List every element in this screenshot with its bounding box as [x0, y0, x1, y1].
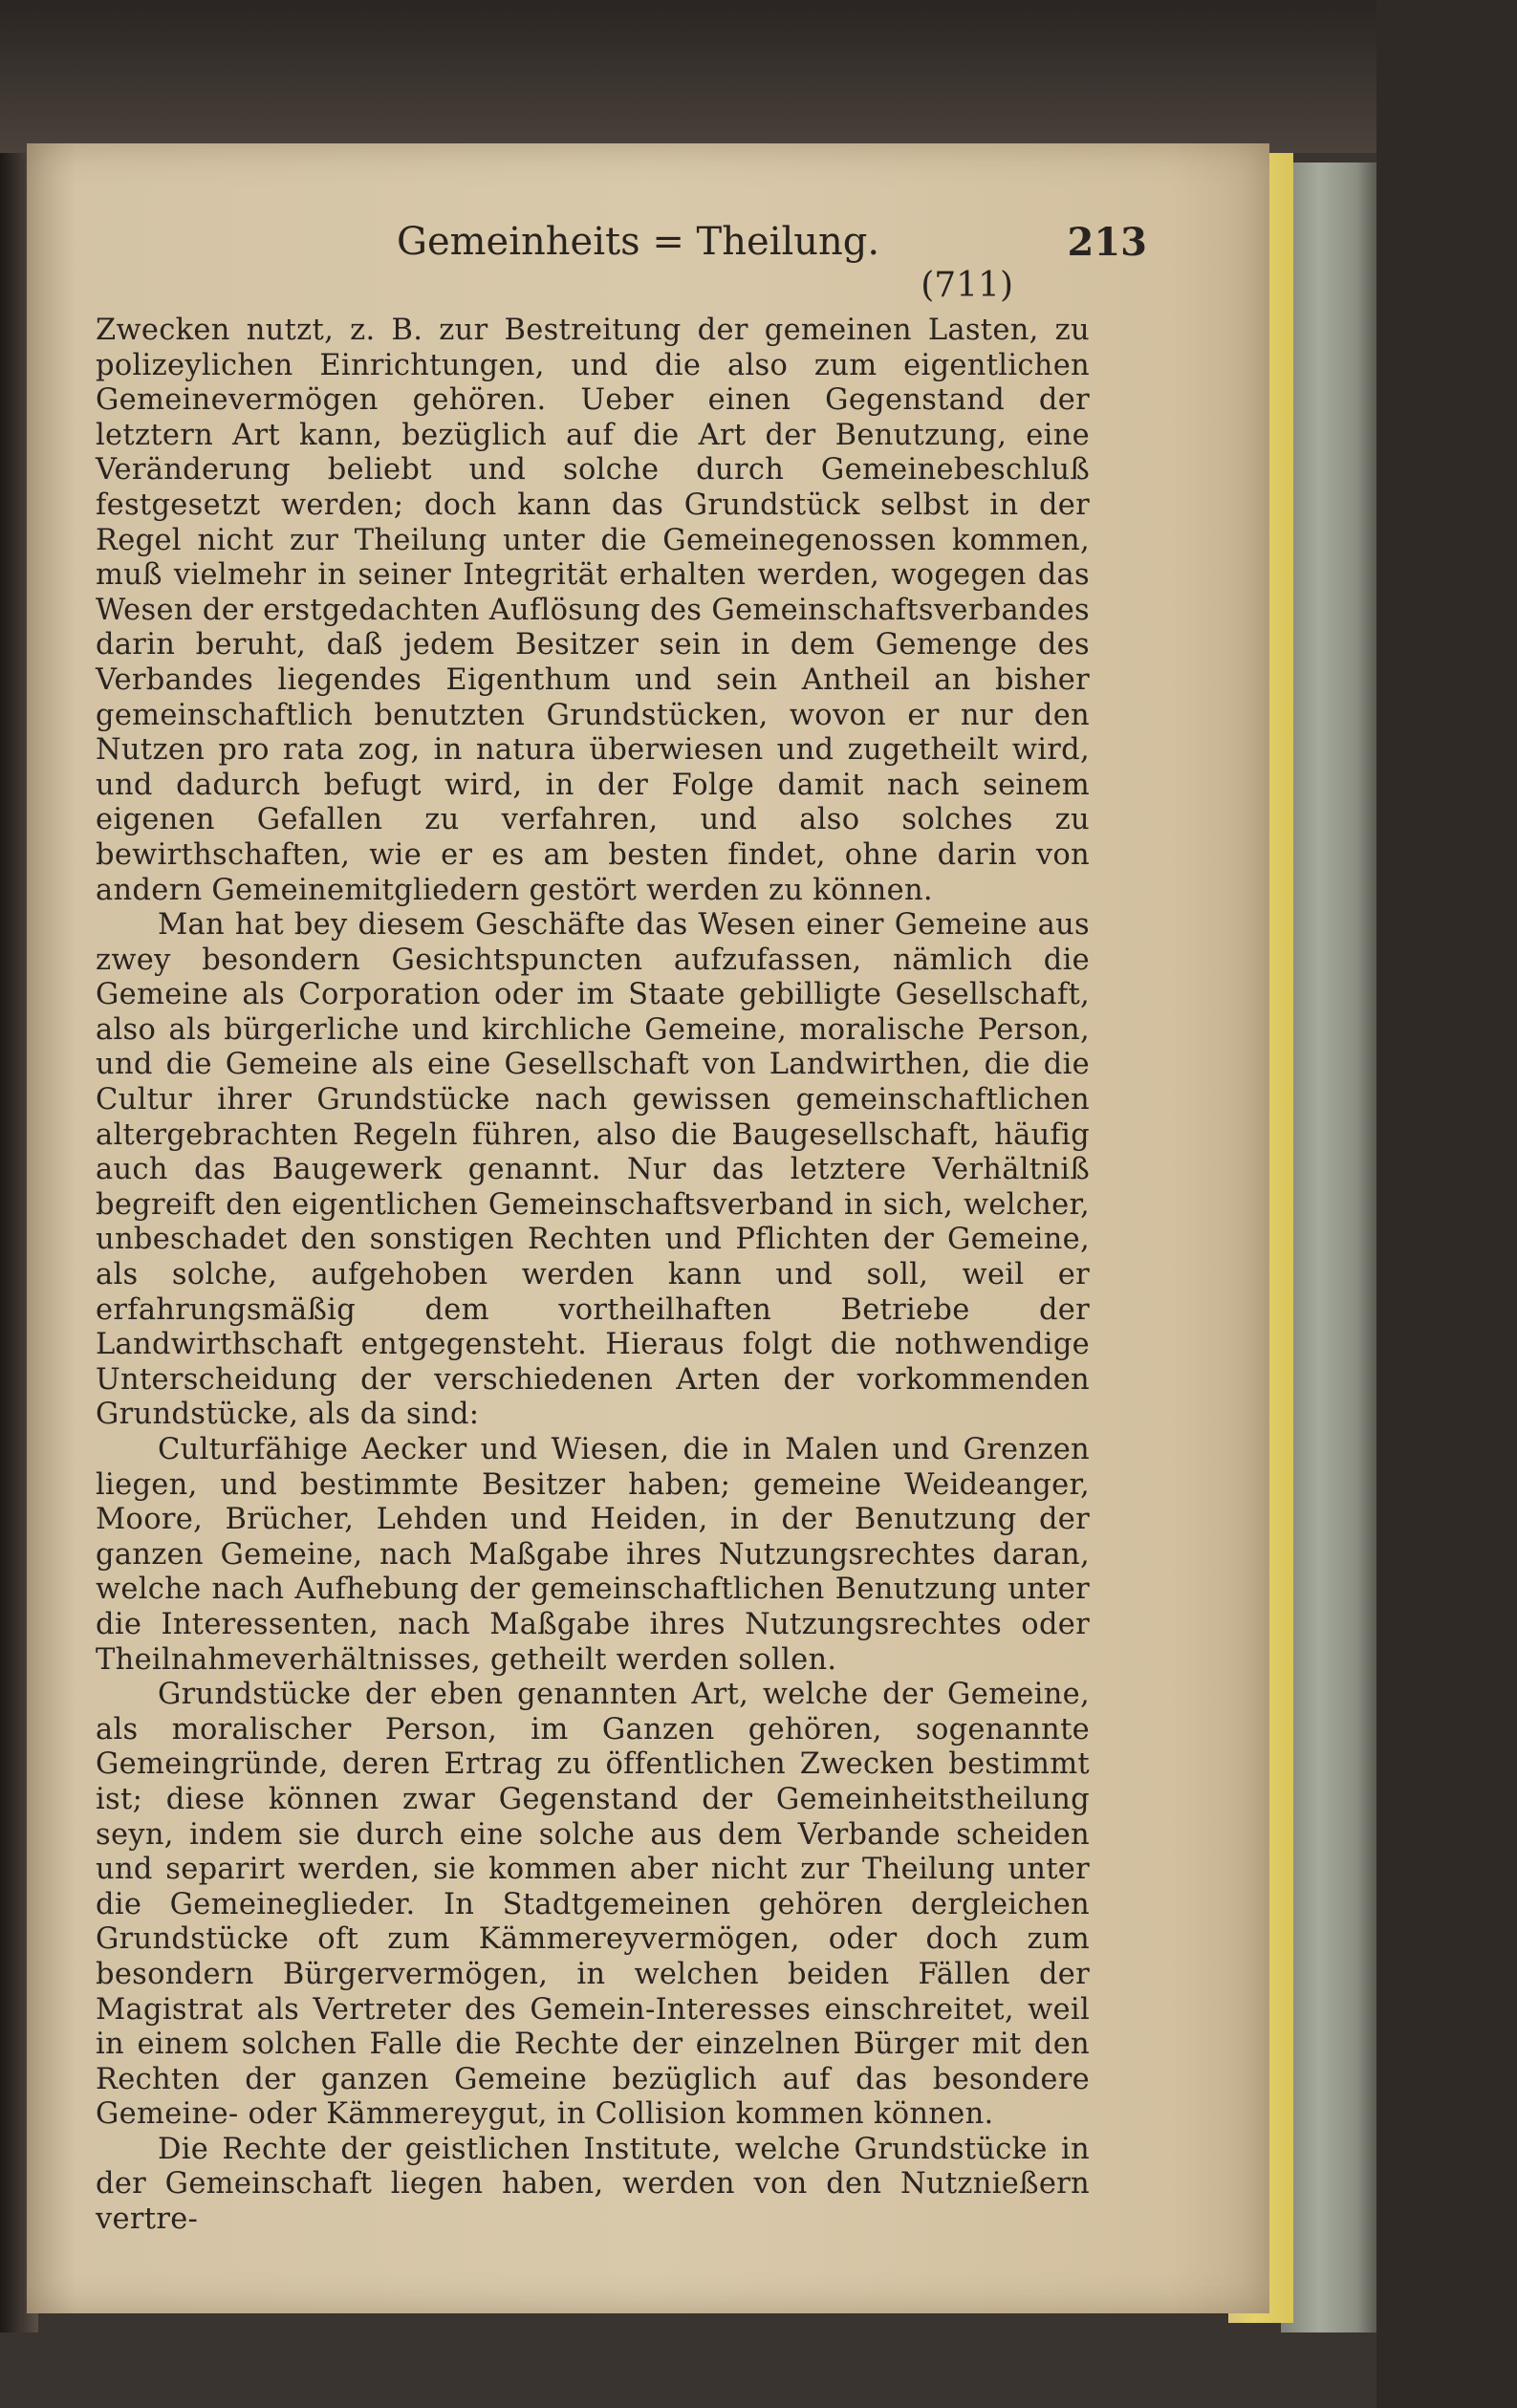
right-background — [1376, 0, 1517, 2408]
page-number: 213 — [1067, 220, 1147, 265]
paragraph-1: Zwecken nutzt, z. B. zur Bestreitung der gemeinen Lasten, zu polizeylichen Einrichtungen, und die also zum eigentlichen Gemeinevermögen gehören. Ueber einen Gegenstand der letztern Art kann, bezüglich auf die Art der Benutzung, eine Veränderung beliebt und solche durch Gemeinebeschluß festgesetzt werden; doch kann das Grundstück selbst in der Regel nicht zur Theilung unter die Gemeinegenossen kommen, muß vielmehr in seiner Integrität erhalten werden, wogegen das Wesen der erstgedachten Auflösung des Gemeinschaftsverbandes darin beruht, daß jedem Besitzer sein in dem Gemenge des Verbandes liegendes Eigenthum und sein Antheil an bisher gemeinschaftlich benutzten Grundstücken, wovon er nur den Nutzen pro rata zog, in natura überwiesen und zugetheilt wird, und dadurch befugt wird, in der Folge damit nach seinem eigenen Gefallen zu verfahren, und also solches zu bewirthschaften, wie er es am besten findet, ohne darin von andern Gemeinemitgliedern gestört werden zu können. — [96, 314, 1090, 907]
top-background — [0, 0, 1376, 153]
body-text — [96, 314, 1090, 2238]
paragraph-3: Culturfähige Aecker und Wiesen, die in Malen und Grenzen liegen, und bestimmte Besitzer haben; gemeine Weideanger, Moore, Brücher, Lehden und Heiden, in der Benutzung der ganzen Gemeine, nach Maßgabe ihres Nutzungsrechtes daran, welche nach Aufhebung der gemeinschaftlichen Benutzung unter die Interessenten, nach Maßgabe ihres Nutzungsrechtes oder Theilnahmeverhältnisses, getheilt werden sollen. — [96, 1433, 1090, 1677]
running-title: Gemeinheits = Theilung. — [397, 220, 880, 264]
section-number: (711) — [921, 266, 1013, 305]
page-text-area — [96, 220, 1147, 2238]
paragraph-5: Die Rechte der geistlichen Institute, welche Grundstücke in der Gemeinschaft liegen haben, werden von den Nutznießern vertre- — [96, 2132, 1090, 2237]
book-block-edge — [1281, 163, 1376, 2332]
running-header — [96, 220, 1147, 305]
paragraph-2: Man hat bey diesem Geschäfte das Wesen einer Gemeine aus zwey besondern Gesichtspuncten aufzufassen, nämlich die Gemeine als Corporation oder im Staate gebilligte Gesellschaft, also als bürgerliche und kirchliche Gemeine, moralische Person, und die Gemeine als eine Gesellschaft von Landwirthen, die die Cultur ihrer Grundstücke nach gewissen gemeinschaftlichen altergebrachten Regeln führen, also die Baugesellschaft, häufig auch das Baugewerk genannt. Nur das letztere Verhältniß begreift den eigentlichen Gemeinschaftsverband in sich, welcher, unbeschadet den sonstigen Rechten und Pflichten der Gemeine, als solche, aufgehoben werden kann und soll, weil er erfahrungsmäßig dem vortheilhaften Betriebe der Landwirthschaft entgegensteht. Hieraus folgt die nothwendige Unterscheidung der verschiedenen Arten der vorkommenden Grundstücke, als da sind: — [96, 908, 1090, 1432]
paragraph-4: Grundstücke der eben genannten Art, welche der Gemeine, als moralischer Person, im Ganzen gehören, sogenannte Gemeingründe, deren Ertrag zu öffentlichen Zwecken bestimmt ist; diese können zwar Gegenstand der Gemeinheitstheilung seyn, indem sie durch eine solche aus dem Verbande scheiden und separirt werden, sie kommen aber nicht zur Theilung unter die Gemeineglieder. In Stadtgemeinen gehören dergleichen Grundstücke oft zum Kämmereyvermögen, oder doch zum besondern Bürgervermögen, in welchen beiden Fällen der Magistrat als Vertreter des Gemein-Interesses einschreitet, weil in einem solchen Falle die Rechte der einzelnen Bürger mit den Rechten der ganzen Gemeine bezüglich auf das besondere Gemeine- oder Kämmereygut, in Collision kommen können. — [96, 1678, 1090, 2132]
